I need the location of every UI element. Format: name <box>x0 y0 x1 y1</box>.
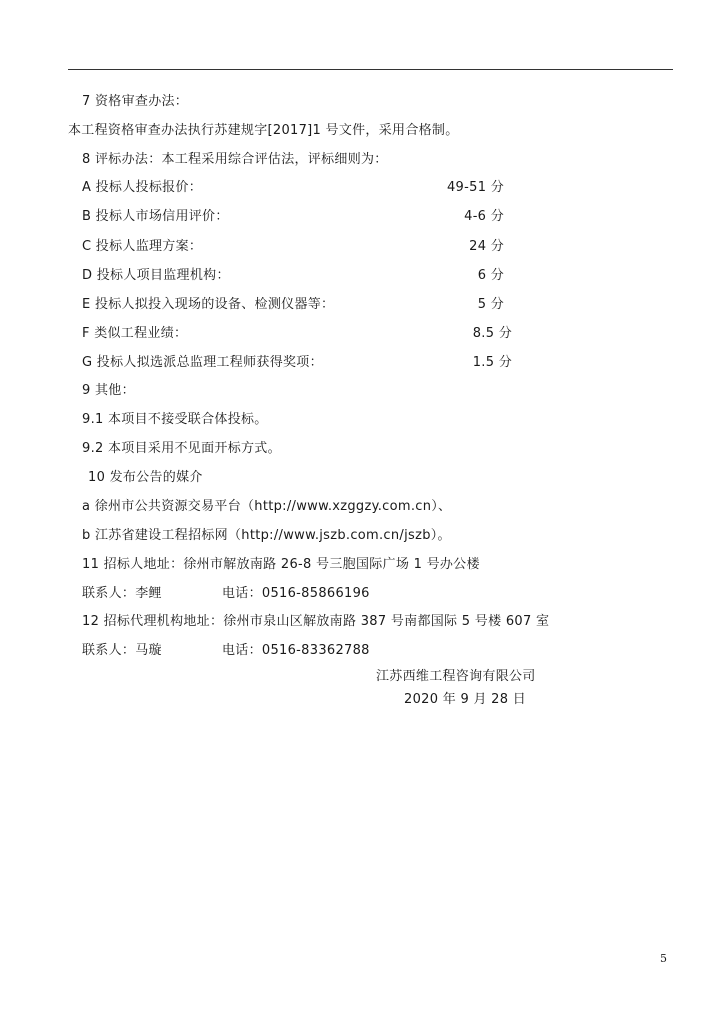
criterion-f-score: 8.5 分 <box>472 326 512 341</box>
criterion-e-score: 5 分 <box>477 297 504 312</box>
section-8-title: 8 评标办法：本工程采用综合评估法，评标细则为： <box>82 152 388 167</box>
section-12-phone: 电话：0516-83362788 <box>222 643 370 658</box>
section-12-address: 12 招标代理机构地址：徐州市泉山区解放南路 387 号南都国际 5 号楼 607 室 <box>82 614 550 629</box>
section-10-b: b 江苏省建设工程招标网（http://www.jszb.com.cn/jszb）。 <box>82 528 451 543</box>
criterion-a-label: A 投标人投标报价： <box>82 180 203 195</box>
section-12-contact: 联系人：马璇 <box>82 643 162 658</box>
criterion-c-score: 24 分 <box>469 239 504 254</box>
criterion-c-label: C 投标人监理方案： <box>82 239 203 254</box>
section-11-contact: 联系人：李鲤 <box>82 586 162 601</box>
signature-date: 2020 年 9 月 28 日 <box>404 692 527 707</box>
section-7-text: 本工程资格审查办法执行苏建规字[2017]1 号文件，采用合格制。 <box>68 123 459 138</box>
section-10-title: 10 发布公告的媒介 <box>88 470 203 485</box>
section-10-a: a 徐州市公共资源交易平台（http://www.xzggzy.com.cn）、 <box>82 499 452 514</box>
criterion-a-score: 49-51 分 <box>446 180 504 195</box>
section-7-title: 7 资格审查办法： <box>82 94 189 109</box>
criterion-g-score: 1.5 分 <box>472 355 512 370</box>
criterion-g-label: G 投标人拟选派总监理工程师获得奖项： <box>82 355 323 370</box>
criterion-d-score: 6 分 <box>477 268 504 283</box>
criterion-d-label: D 投标人项目监理机构： <box>82 268 230 283</box>
criterion-b-score: 4-6 分 <box>464 209 504 224</box>
section-11-address: 11 招标人地址：徐州市解放南路 26-8 号三胞国际广场 1 号办公楼 <box>82 557 480 572</box>
section-9-1: 9.1 本项目不接受联合体投标。 <box>82 412 268 427</box>
section-9-2: 9.2 本项目采用不见面开标方式。 <box>82 441 281 456</box>
company-signature: 江苏西维工程咨询有限公司 <box>376 669 536 684</box>
page-number: 5 <box>660 952 667 965</box>
section-11-phone: 电话：0516-85866196 <box>222 586 370 601</box>
criterion-f-label: F 类似工程业绩： <box>82 326 188 341</box>
section-9-title: 9 其他： <box>82 383 135 398</box>
criterion-e-label: E 投标人拟投入现场的设备、检测仪器等： <box>82 297 335 312</box>
criterion-b-label: B 投标人市场信用评价： <box>82 209 229 224</box>
